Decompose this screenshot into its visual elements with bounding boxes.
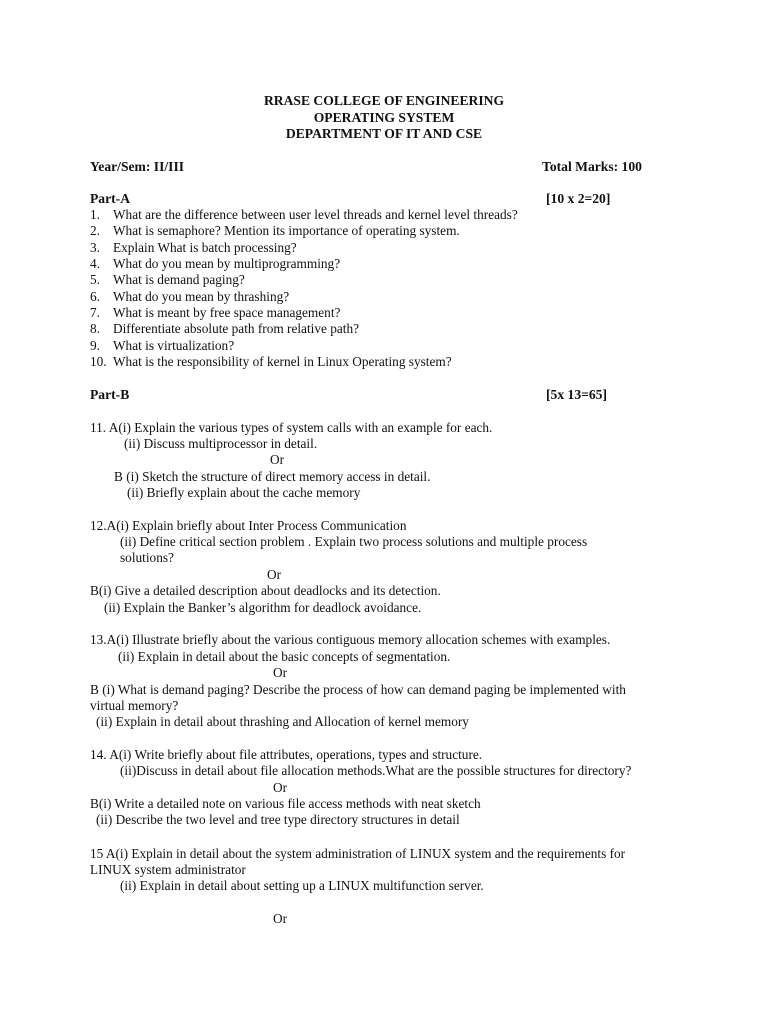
list-item: 8. Differentiate absolute path from relative path? [90,321,360,336]
department-title: DEPARTMENT OF IT AND CSE [285,126,483,141]
q13-a-ii: (ii) Explain in detail about the basic concepts of segmentation. [118,649,451,664]
q13-b-i: B (i) What is demand paging? Describe the process of how can demand paging be implemented with [90,682,626,697]
q14-a-i: 14. A(i) Write briefly about file attributes, operations, types and structure. [90,747,483,762]
list-item: 6. What do you mean by thrashing? [90,289,290,304]
q11-a-ii: (ii) Discuss multiprocessor in detail. [124,436,318,451]
q12-b-ii: (ii) Explain the Banker’s algorithm for deadlock avoidance. [104,600,422,615]
subject-title: OPERATING SYSTEM [313,110,455,125]
q14-b-ii: (ii) Describe the two level and tree type directory structures in detail [96,812,460,827]
or-separator: Or [270,452,285,467]
list-item: 7. What is meant by free space management? [90,305,341,320]
list-item: 10. What is the responsibility of kernel in Linux Operating system? [90,354,452,369]
part-b-title: Part-B [90,387,130,402]
part-b-marks: [5x 13=65] [546,387,607,402]
list-item: 4. What do you mean by multiprogramming? [90,256,341,271]
q15-a-i-cont: LINUX system administrator [90,862,246,877]
q15-a-ii: (ii) Explain in detail about setting up a LINUX multifunction server. [120,878,484,893]
q13-b-i-cont: virtual memory? [90,698,179,713]
q12-a-i: 12.A(i) Explain briefly about Inter Process Communication [90,518,407,533]
q15-a-i: 15 A(i) Explain in detail about the system administration of LINUX system and the requirements for [90,846,626,861]
year-sem: Year/Sem: II/III [90,159,185,174]
or-separator: Or [273,911,288,926]
q11-a-i: 11. A(i) Explain the various types of system calls with an example for each. [90,420,493,435]
part-a-marks: [10 x 2=20] [546,191,611,206]
college-name: RRASE COLLEGE OF ENGINEERING [263,93,505,108]
or-separator: Or [273,780,288,795]
list-item: 5. What is demand paging? [90,272,245,287]
total-marks: Total Marks: 100 [542,159,642,174]
list-item: 1. What are the difference between user level threads and kernel level threads? [90,207,518,222]
q12-a-ii: (ii) Define critical section problem . Explain two process solutions and multiple process [120,534,588,549]
q13-b-ii: (ii) Explain in detail about thrashing and Allocation of kernel memory [96,714,469,729]
q11-b-i: B (i) Sketch the structure of direct memory access in detail. [114,469,431,484]
q12-b-i: B(i) Give a detailed description about deadlocks and its detection. [90,583,441,598]
list-item: 2. What is semaphore? Mention its importance of operating system. [90,223,460,238]
or-separator: Or [273,665,288,680]
q11-b-ii: (ii) Briefly explain about the cache memory [127,485,361,500]
q12-a-ii-cont: solutions? [120,550,174,565]
list-item: 9. What is virtualization? [90,338,235,353]
q14-b-i: B(i) Write a detailed note on various file access methods with neat sketch [90,796,481,811]
q14-a-ii: (ii)Discuss in detail about file allocation methods.What are the possible structures for directory? [120,763,632,778]
q13-a-i: 13.A(i) Illustrate briefly about the various contiguous memory allocation schemes with examples. [90,632,611,647]
part-a-title: Part-A [90,191,131,206]
or-separator: Or [267,567,282,582]
list-item: 3. Explain What is batch processing? [90,240,297,255]
